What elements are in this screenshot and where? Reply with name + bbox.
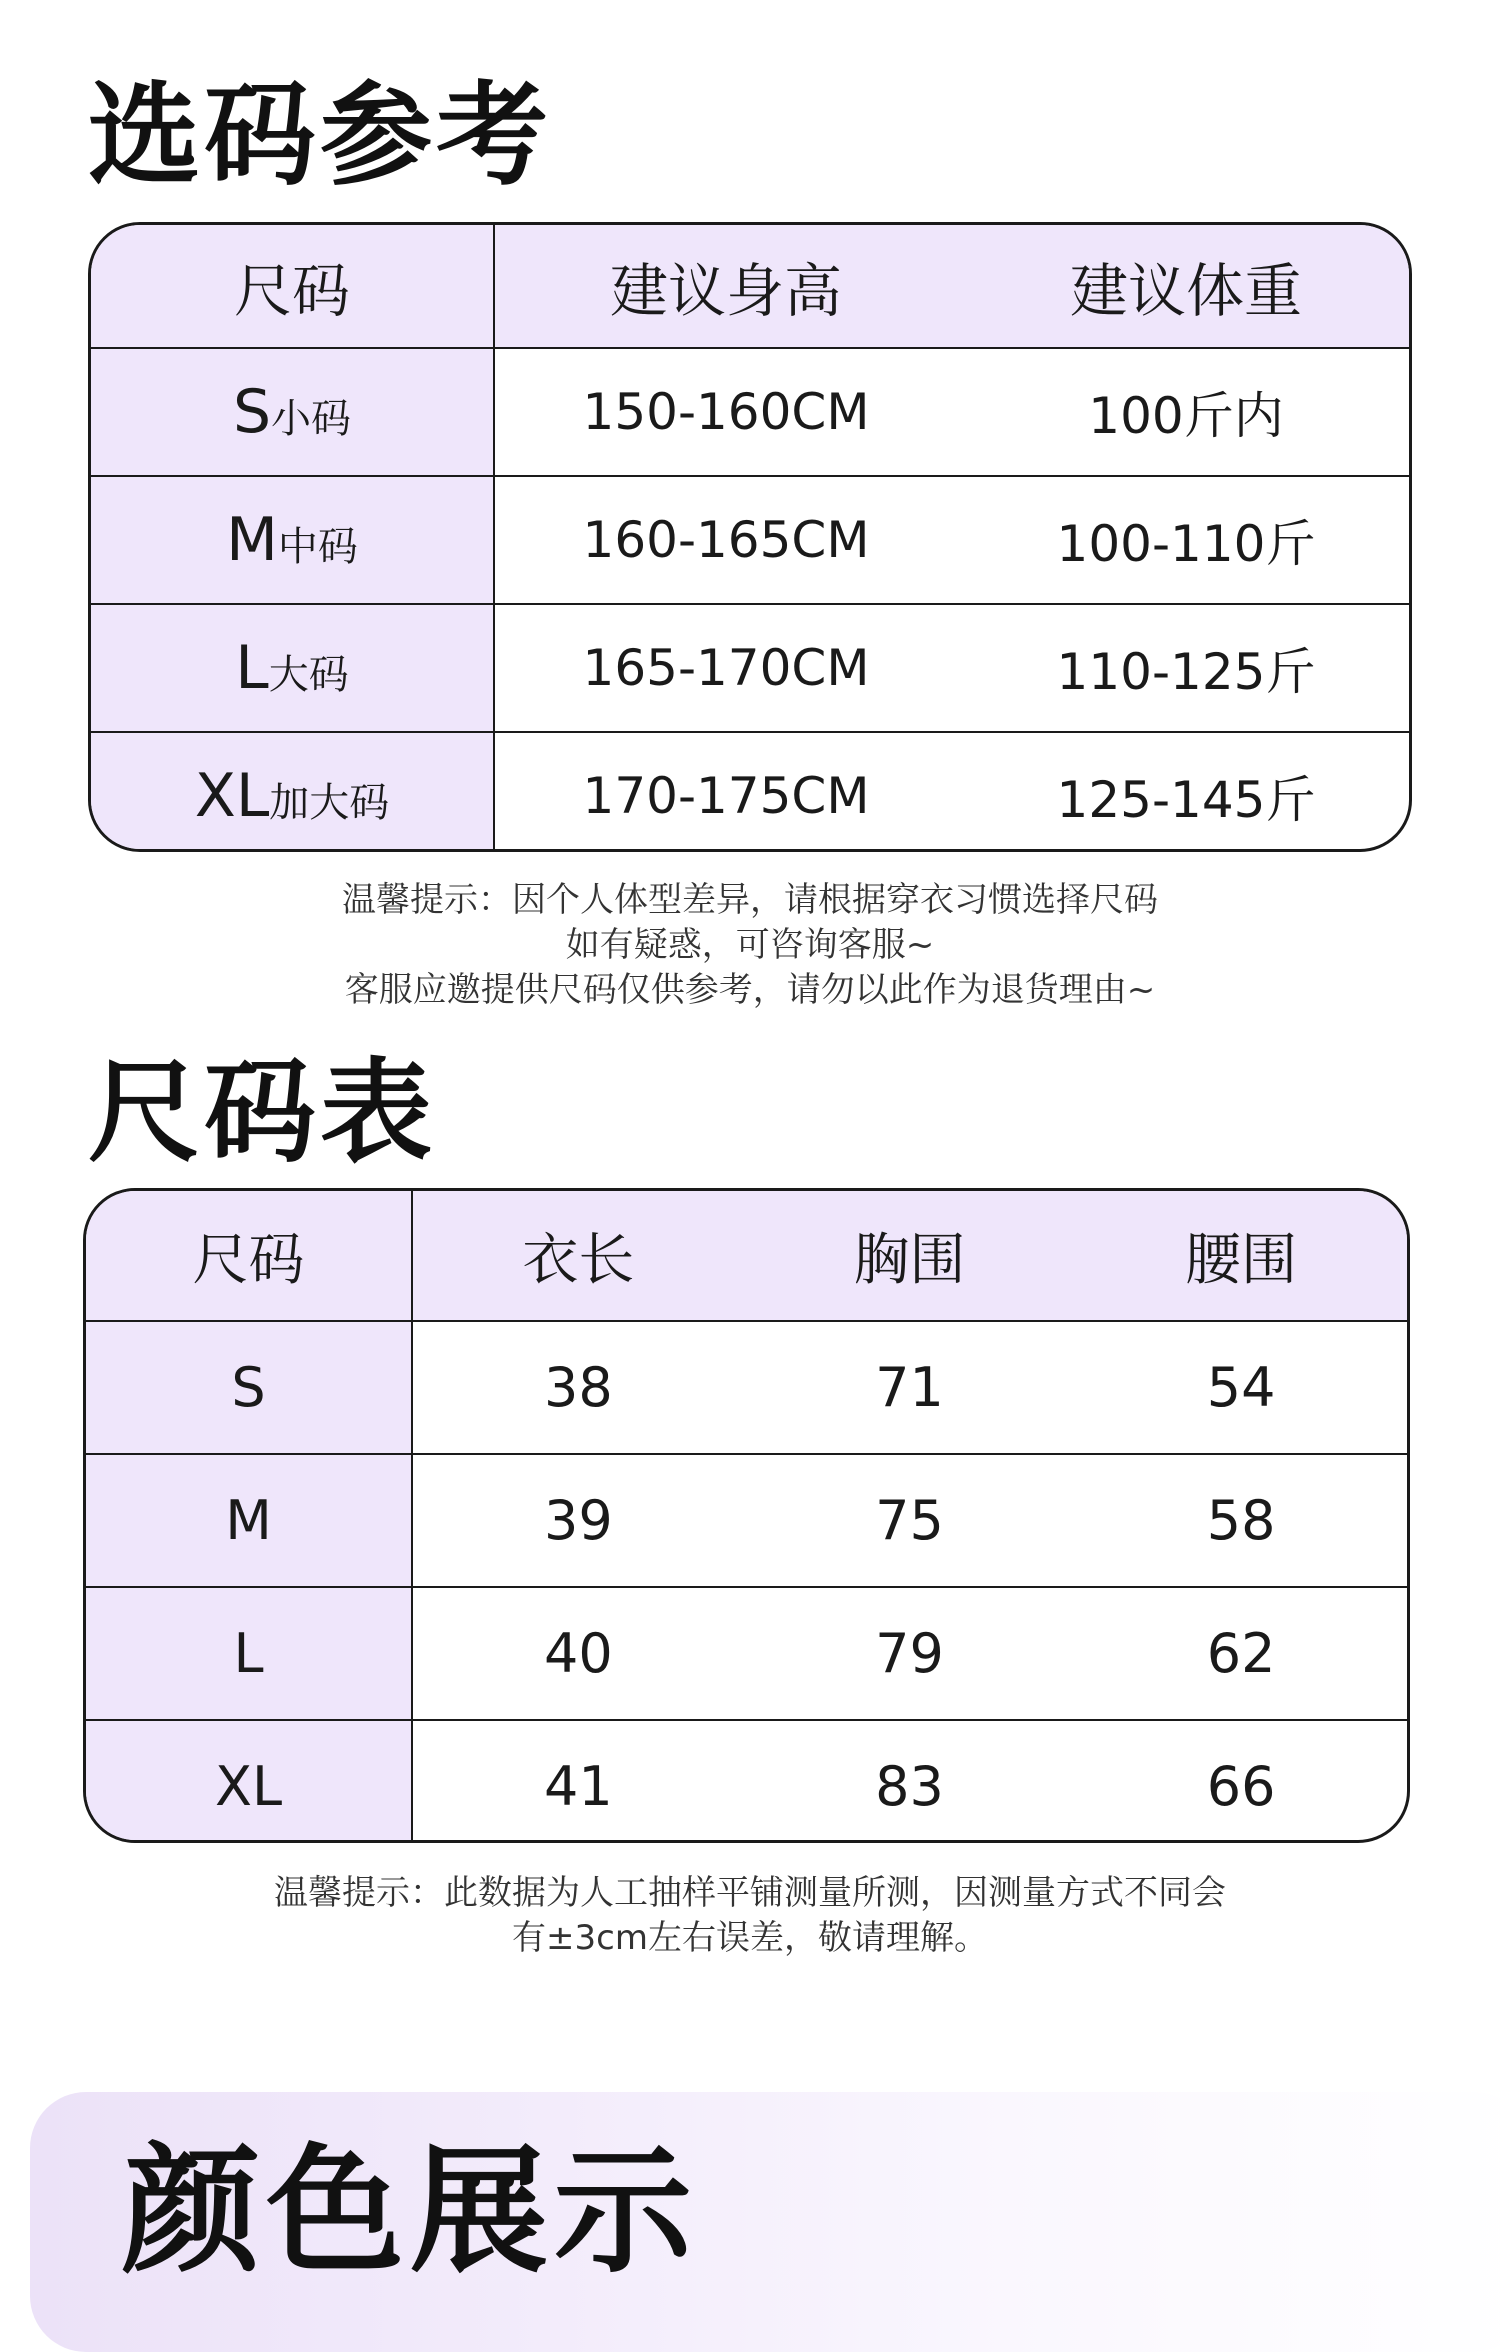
size-cell [91, 732, 494, 852]
size-cell [91, 604, 494, 732]
size-cell: L [86, 1587, 412, 1720]
length-cell: 39 [412, 1454, 744, 1587]
table-row [91, 732, 1412, 852]
size-reference-title: 选码参考 [88, 71, 552, 201]
size-cell: XL [86, 1720, 412, 1843]
waist-cell: 62 [1075, 1587, 1407, 1720]
note-line: 有±3cm左右误差，敬请理解。 [512, 1918, 988, 1958]
table-row [86, 1720, 1407, 1843]
height-cell: 165-170CM [494, 604, 957, 732]
size-cell: S [86, 1321, 412, 1454]
length-cell: 38 [412, 1321, 744, 1454]
table-row [86, 1454, 1407, 1587]
header-size: 尺码 [91, 225, 494, 348]
weight-cell: 100-110斤 [957, 476, 1412, 604]
header-size: 尺码 [86, 1191, 412, 1321]
size-chart-title: 尺码表 [88, 1048, 436, 1178]
table-row [91, 476, 1412, 604]
table-header-row [91, 225, 1412, 348]
length-cell: 40 [412, 1587, 744, 1720]
note-line: 温馨提示：此数据为人工抽样平铺测量所测，因测量方式不同会 [274, 1873, 1226, 1913]
note-line: 温馨提示：因个人体型差异，请根据穿衣习惯选择尺码 [342, 880, 1158, 920]
chest-cell: 83 [744, 1720, 1076, 1843]
waist-cell: 58 [1075, 1454, 1407, 1587]
size-letter: XL [194, 761, 270, 831]
size-letter: M [226, 505, 278, 575]
header-length: 衣长 [412, 1191, 744, 1321]
note-line: 如有疑惑，可咨询客服~ [565, 925, 935, 965]
size-chart-table [83, 1188, 1410, 1843]
size-suffix: 中码 [277, 524, 358, 570]
table-row [91, 604, 1412, 732]
header-chest: 胸围 [744, 1191, 1076, 1321]
weight-cell: 125-145斤 [957, 732, 1412, 852]
table-row [86, 1587, 1407, 1720]
size-letter: S [232, 377, 272, 447]
weight-cell: 110-125斤 [957, 604, 1412, 732]
weight-cell: 100斤内 [957, 348, 1412, 476]
waist-cell: 54 [1075, 1321, 1407, 1454]
table-row [86, 1321, 1407, 1454]
header-weight: 建议体重 [957, 225, 1412, 348]
header-waist: 腰围 [1075, 1191, 1407, 1321]
header-height: 建议身高 [494, 225, 957, 348]
note-line: 客服应邀提供尺码仅供参考，请勿以此作为退货理由~ [344, 970, 1156, 1010]
size-chart-note [0, 1871, 1500, 1961]
chest-cell: 79 [744, 1587, 1076, 1720]
table-header-row [86, 1191, 1407, 1321]
size-letter: L [235, 633, 269, 703]
height-cell: 150-160CM [494, 348, 957, 476]
size-suffix: 大码 [268, 652, 349, 698]
chest-cell: 71 [744, 1321, 1076, 1454]
size-suffix: 加大码 [269, 780, 390, 826]
size-suffix: 小码 [271, 396, 352, 442]
length-cell: 41 [412, 1720, 744, 1843]
waist-cell: 66 [1075, 1720, 1407, 1843]
size-cell: M [86, 1454, 412, 1587]
table-row [91, 348, 1412, 476]
height-cell: 170-175CM [494, 732, 957, 852]
size-reference-note [0, 878, 1500, 1013]
size-reference-table [88, 222, 1412, 852]
size-cell [91, 348, 494, 476]
height-cell: 160-165CM [494, 476, 957, 604]
color-display-title: 颜色展示 [122, 2131, 699, 2292]
size-cell [91, 476, 494, 604]
chest-cell: 75 [744, 1454, 1076, 1587]
